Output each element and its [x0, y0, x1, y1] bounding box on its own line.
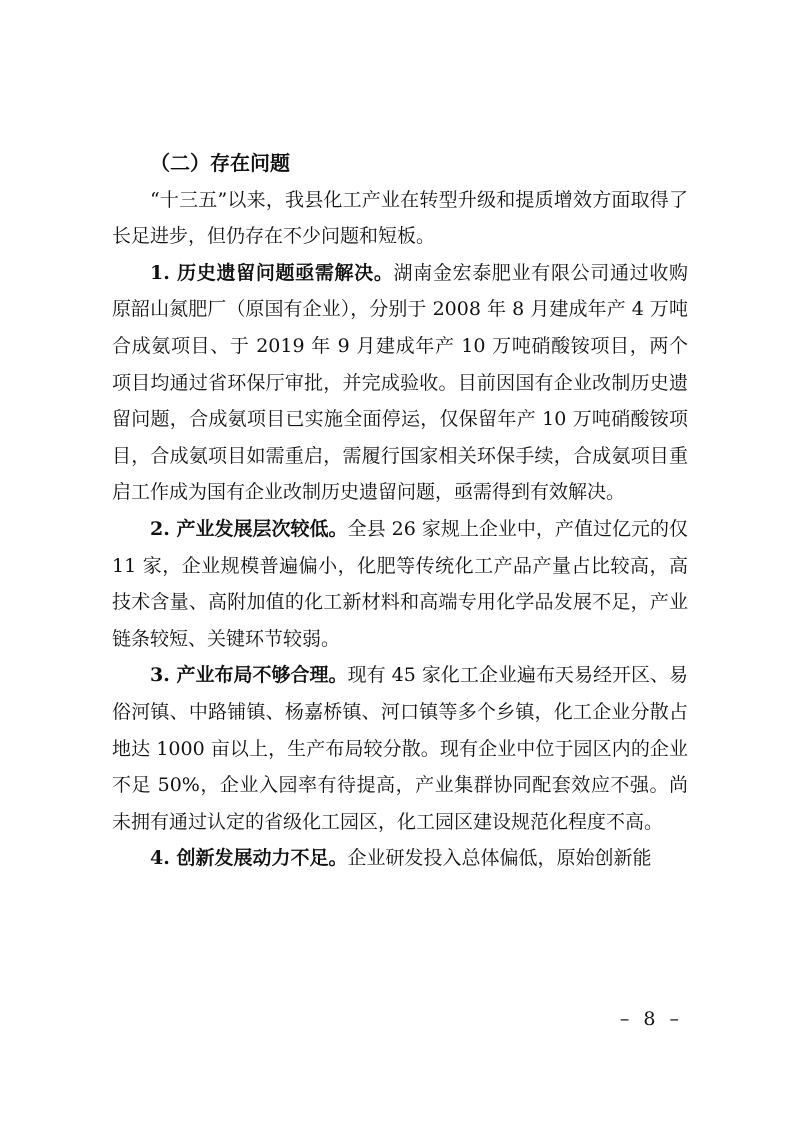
- paragraph-text: 全县 26 家规上企业中，产值过亿元的仅 11 家，企业规模普遍偏小，化肥等传统化工产品产量占比较高，高技术含量、高附加值的化工新材料和高端专用化学品发展不足，产业链条较短、关键环节较弱。: [112, 517, 688, 650]
- document-body: [112, 145, 688, 877]
- page-number: – 8 –: [619, 1008, 683, 1030]
- paragraph-issue-4: [112, 840, 688, 877]
- section-heading: （二）存在问题: [150, 151, 290, 175]
- paragraph-lead: 3. 产业布局不够合理。: [150, 664, 348, 687]
- paragraph-issue-2: [112, 511, 688, 657]
- paragraph-lead: 4. 创新发展动力不足。: [150, 847, 348, 870]
- paragraph-issue-3: [112, 657, 688, 840]
- paragraph-intro: [112, 182, 688, 255]
- paragraph-text: 现有 45 家化工企业遍布天易经开区、易俗河镇、中路铺镇、杨嘉桥镇、河口镇等多个乡镇，化工企业分散占地达 1000 亩以上，生产布局较分散。现有企业中位于园区内的企业不足 50%，企业入园率有待提高，产业集群协同配套效应不强。尚未拥有通过认定的省级化工园区，化工园区建设规范化程度不高。: [112, 664, 688, 833]
- paragraph-lead: 2. 产业发展层次较低。: [150, 517, 348, 540]
- paragraph-text: 企业研发投入总体偏低，原始创新能: [347, 847, 652, 870]
- paragraph-text: 湖南金宏泰肥业有限公司通过收购原韶山氮肥厂（原国有企业），分别于 2008 年 8 月建成年产 4 万吨合成氨项目、于 2019 年 9 月建成年产 10 万吨硝酸铵项目，两个项目均通过省环保厅审批，并完成验收。目前因国有企业改制历史遗留问题，合成氨项目已实施全面停运，仅保留年产 10 万吨硝酸铵项目，合成氨项目如需重启，需履行国家相关环保手续，合成氨项目重启工作成为国有企业改制历史遗留问题，亟需得到有效解决。: [112, 261, 688, 504]
- paragraph-text: “十三五”以来，我县化工产业在转型升级和提质增效方面取得了长足进步，但仍存在不少问题和短板。: [112, 188, 688, 248]
- paragraph-lead: 1. 历史遗留问题亟需解决。: [150, 261, 394, 284]
- paragraph-issue-1: [112, 255, 688, 511]
